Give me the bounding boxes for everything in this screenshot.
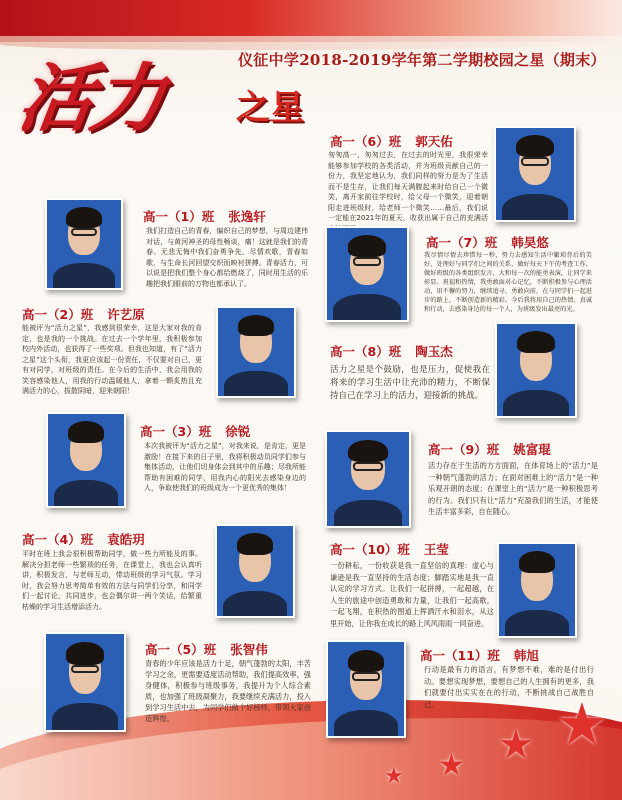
student-photo: [215, 524, 295, 618]
student-name: 韩昊悠: [511, 235, 549, 250]
entry-text: 活力存在于生活的方方面面，在体育场上的“活力”是一种朝气蓬勃的活力；在面对困难上的“活力”是一种乐观开朗的态度；在课堂上的“活力”是一种积极思考的行为。我们只有让“活力”充盈我们的生活，才能使生活丰富多彩，自在随心。: [428, 461, 598, 516]
student-name: 陶玉杰: [415, 344, 453, 359]
student-photo: [46, 412, 126, 508]
entry-heading: [426, 233, 549, 251]
entry-heading: [330, 132, 453, 150]
student-name: 韩旭: [513, 648, 539, 663]
student-photo: [45, 198, 123, 290]
entry-text: 能被评为“活力之星”，我感到很荣幸，这是大家对我的肯定，也是我的一个挑战。在过去一个学年里，我积极参加校内外活动，也获得了一些奖项。但我也知道，有了“活力之星”这个头衔，我更应该起一份责任，不仅要对自己，更有对同学，对班级的责任。在今后的生活中，我会用我的笑容感染他人，用我的行动温暖他人，拿着一颗炙热且充满活力的心，拔散阴暗，迎来朝阳！: [22, 324, 202, 395]
entry-text: 行动是最有力的语言，有梦想不难，难的是付出行动。要想实现梦想，要想自己的人生拥有的更多，我们就要付出实实在在的行动，不断挑战自己战胜自己。: [424, 665, 594, 709]
class-label: 高一（2）班: [22, 307, 94, 322]
entry-heading: [428, 440, 551, 458]
class-label: 高一（9）班: [428, 442, 500, 457]
student-photo: [44, 632, 126, 732]
student-photo: [494, 126, 576, 222]
class-label: 高一（5）班: [145, 642, 217, 657]
student-photo: [325, 226, 409, 322]
star-decoration: ★: [556, 690, 608, 758]
entry-heading: [145, 640, 268, 658]
star-decoration: ★: [384, 764, 404, 789]
entry-text: 匆匆高一，匆匆过去，在过去的时光里，我很荣幸能够参加学校的各类活动，并为班级贡献自己的一份力，我坚定地认为，我们同样的努力是为了生活而不是生存，让我们每天满腹起来时给自己一个微笑，离开家前往学校时，给父母一个微笑，迎着朝阳走进班级时，给老师一个微笑……最后，我们说一定能在2021年的夏天，收获出属于自己的充满活: [328, 151, 488, 222]
class-label: 高一（7）班: [426, 235, 498, 250]
student-name: 袁皓玥: [107, 532, 145, 547]
student-name: 张智伟: [230, 642, 268, 657]
student-photo: [216, 306, 296, 398]
class-label: 高一（6）班: [330, 134, 402, 149]
top-banner: [0, 0, 622, 42]
star-decoration: ★: [498, 722, 534, 768]
student-name: 姚富琨: [513, 442, 551, 457]
student-name: 徐锐: [225, 424, 251, 439]
class-label: 高一（8）班: [330, 344, 402, 359]
entry-heading: [22, 305, 145, 323]
class-label: 高一（3）班: [140, 424, 212, 439]
entry-text: 活力之星是个鼓励，也是压力，促使我在将来的学习生活中让充沛的精力，不断保持自己在学习上的活力，迎接新的挑战。: [330, 365, 490, 401]
student-name: 许艺原: [107, 307, 145, 322]
class-label: 高一（10）班: [330, 542, 410, 557]
class-label: 高一（11）班: [420, 648, 500, 663]
entry-text: 本次我被评为“活力之星”，对我来说，是肯定，更是激励！在接下来的日子里，我将积极动员同学们参与集体活动，让他们切身体会到其中的乐趣；尽我所能帮助有困难的同学，用我内心的阳光去感染身边的人，争取使我们的班级成为一个更优秀的集体！: [144, 442, 306, 492]
student-photo: [325, 430, 411, 528]
student-name: 郭天佑: [415, 134, 453, 149]
student-photo: [497, 542, 577, 638]
poster-title: 仪征中学2018-2019学年第二学期校园之星（期末）: [238, 51, 606, 69]
class-label: 高一（4）班: [22, 532, 94, 547]
student-name: 张逸轩: [228, 209, 266, 224]
entry-text: 我们打造自己的青春，编织自己的梦想，与周边建伟对话，与黄河神圣的母性畅谈，痛！这就是我们的青春。无悲无悔中我们奋勇争先，尽情欢歌，青春如歌，与生命长河回望交织而映衬拼搏。青春活力，可以说是把我们整个身心都给燃烧了，同时用生活的乐趣把我们眼前的万物也都承认了。: [146, 227, 308, 288]
entry-heading: [22, 530, 145, 548]
student-photo: [326, 640, 406, 738]
student-name: 王莹: [423, 542, 449, 557]
entry-heading: [140, 422, 250, 440]
big-title: 活力: [13, 56, 170, 142]
entry-text: 我尽情尽情去珍惜每一秒，努力去感知生活中繁琐背后的美好，处理好与同学们之间的关系，做好每天下午的考查工作，做好班级的各类组织发言，大和每一次的能勇表演，让同学来彰显、祝福和热情，我勇敢面对心记忆，不断积极参与心理活动，用不懈的努力，继续追寻、勇敢向前，在与同学们一起进步的路上，不断创造新的精彩。今后我将用自己的热情、真诚和行动，去感染身边的每一个人，为班级发出最亮的光。: [424, 252, 592, 313]
entry-text: 平时在班上我会很积极帮助同学，做一些力所能及的事。解决分担老师一些繁琐的任务，在课堂上，我也会认真听讲，积极发言，与老师互动，带动班级的学习气氛。学习时，我会努力思考简单有效的方法与同学们分享，和同学们一起讨论，共同进步，也会偶尔讲一两个笑话，给繁重枯燥的学习生活增添活力。: [22, 550, 202, 611]
entry-heading: [143, 207, 266, 225]
entry-heading: [330, 342, 453, 360]
student-photo: [495, 322, 577, 418]
entry-heading: [420, 646, 539, 664]
entry-text: 青春的少年应该是活力十足，朝气蓬勃的太阳，丰苦学习之余，更需要适度活动帮助，我们提高效率，强身健体，积极参与班级事务，我提升为个人综合素质，也加强了班级凝聚力，我要继续充满活力，投入到学习生活中去，为同学们做个好榜样，带领大家创造辉煌。: [145, 659, 311, 723]
star-decoration: ★: [438, 748, 465, 783]
entry-heading: [330, 540, 449, 558]
entry-text: 一份耕耘，一份收获是我一直坚信的真理：虚心与谦逊是我一直坚持的生活态度；脚踏实地是我一直认定的学习方式。让我们一起拼搏，一起超越，在人生的旅途中创造勇敢和力量，让我们一起高歌，一起飞翔，在积热的图道上挥洒汗水和泪水，从这里开始，让你我在成长的路上风风雨雨一同奋进。: [330, 561, 494, 628]
big-subtitle: 之星: [236, 88, 304, 128]
class-label: 高一（1）班: [143, 209, 215, 224]
